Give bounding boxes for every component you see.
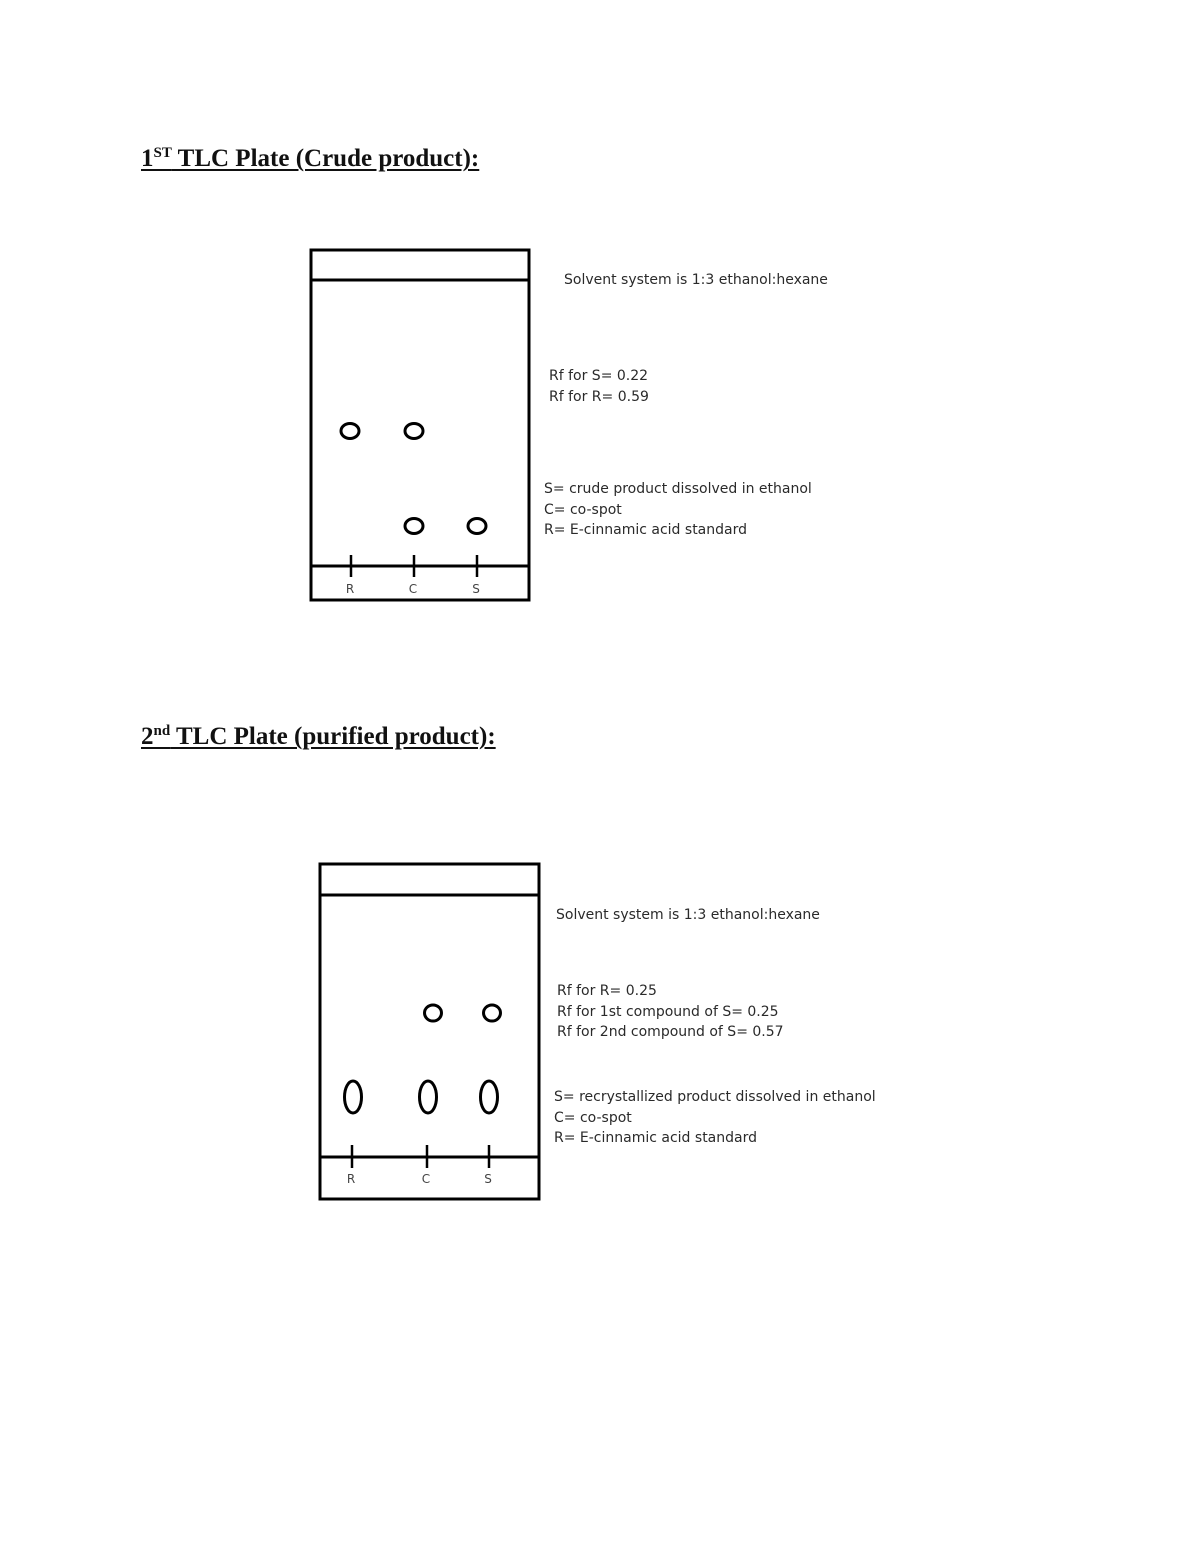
plate-2-outline: [320, 864, 539, 1199]
plate-1-spot-c-upper: [405, 424, 423, 439]
plate-1-spot-c-lower: [405, 519, 423, 534]
plate-1-outline: [311, 250, 529, 600]
plate-2-lane-label-s: S: [484, 1172, 492, 1186]
plate-2-lane-label-r: R: [346, 1172, 356, 1186]
plate-1-heading-text: TLC Plate (Crude product):: [171, 145, 480, 172]
plate-1-solvent-note: Solvent system is 1:3 ethanol:hexane: [564, 272, 828, 288]
plate-1-lane-label-r: R: [345, 582, 355, 596]
plate-1-lane-label-s: S: [472, 582, 480, 596]
plate-1-legend-c: C= co-spot: [544, 501, 622, 518]
plate-2-solvent-note: Solvent system is 1:3 ethanol:hexane: [556, 907, 820, 923]
plate-2-lane-label-c: C: [421, 1172, 431, 1186]
plate-1-lane-label-c: C: [408, 582, 418, 596]
plate-1-legend: [544, 479, 812, 541]
plate-1-spot-r: [341, 424, 359, 439]
plate-2-spot-c-upper: [425, 1005, 442, 1021]
plate-2-legend-s: S= recrystallized product dissolved in ethanol: [554, 1089, 876, 1105]
plate-2-rf-s-2: Rf for 2nd compound of S= 0.57: [557, 1024, 784, 1040]
plate-2-spot-c-lower: [420, 1081, 437, 1113]
plate-1-rf-s: Rf for S= 0.22: [549, 368, 649, 384]
plate-1-rf-r: Rf for R= 0.59: [549, 388, 649, 405]
plate-2-spot-s-upper: [484, 1005, 501, 1021]
plate-1-rf-values: [549, 366, 649, 407]
plate-1-heading-suffix: ST: [153, 145, 172, 161]
plate-2-rf-s-1: Rf for 1st compound of S= 0.25: [557, 1003, 779, 1020]
plate-2-spot-r: [345, 1081, 362, 1113]
plate-2-spot-s-lower: [481, 1081, 498, 1113]
plate-2-legend: [554, 1087, 876, 1149]
plate-2-rf-values: [557, 981, 784, 1043]
plate-1-legend-r: R= E-cinnamic acid standard: [544, 522, 747, 538]
plate-2-heading-text: TLC Plate (purified product):: [170, 723, 496, 750]
plate-1-heading-number: 1: [141, 145, 154, 172]
plate-2-legend-r: R= E-cinnamic acid standard: [554, 1130, 757, 1146]
plate-2-heading-number: 2: [141, 723, 154, 750]
plate-2-heading: [141, 724, 496, 749]
plate-1-spot-s: [468, 519, 486, 534]
plate-2-legend-c: C= co-spot: [554, 1109, 632, 1126]
plate-1-heading: [141, 146, 479, 171]
plate-2-heading-suffix: nd: [153, 723, 171, 739]
plate-2-rf-r: Rf for R= 0.25: [557, 983, 657, 999]
plate-1-legend-s: S= crude product dissolved in ethanol: [544, 481, 812, 497]
